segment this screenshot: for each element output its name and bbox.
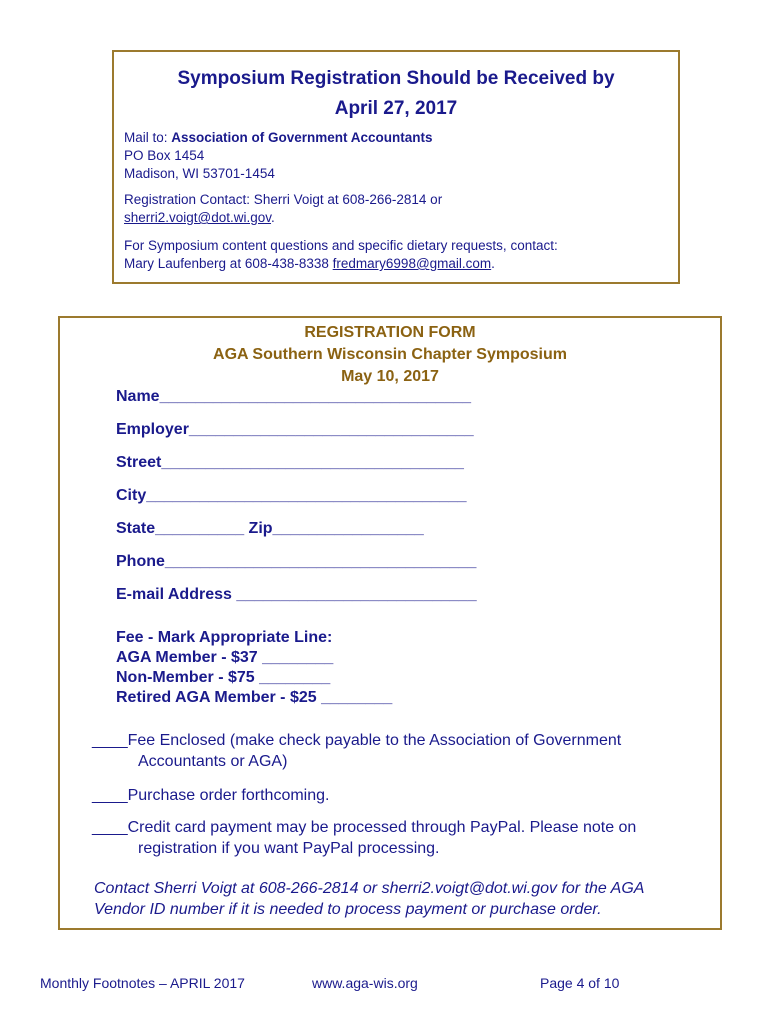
registration-form [58,316,722,930]
deadline-date: April 27, 2017 [334,98,458,119]
phone-field[interactable]: Phone___________________________________ [116,553,477,570]
fee-nonmember-line[interactable]: Non-Member - $75 ________ [116,669,331,686]
option-fee-enclosed[interactable] [92,730,700,772]
deadline-box [112,50,680,284]
credit-card-line1: ____Credit card payment may be processed through PayPal. Please note on [92,819,637,836]
email-field[interactable]: E-mail Address ___________________________ [116,586,477,603]
content-contact [124,237,668,273]
po-box: PO Box 1454 [124,148,205,163]
contact-text: Registration Contact: Sherri Voigt at 608-266-2814 or [124,192,443,207]
footer-page-number: Page 4 of 10 [540,975,620,991]
option-credit-card[interactable] [92,817,700,859]
mail-org: Association of Government Accountants [171,130,433,145]
street-field[interactable]: Street__________________________________ [116,454,464,471]
content-end: . [491,256,495,271]
fee-heading: Fee - Mark Appropriate Line: [116,629,333,646]
content-email-link[interactable]: fredmary6998@gmail.com [332,256,492,271]
mail-prefix: Mail to: [124,130,172,145]
fee-retired-line[interactable]: Retired AGA Member - $25 ________ [116,689,393,706]
content-text: For Symposium content questions and specific dietary requests, contact: [124,238,558,253]
contact-end: . [271,210,275,225]
footer-website: www.aga-wis.org [312,975,418,991]
mailing-address [124,129,668,183]
credit-card-line2: registration if you want PayPal processing. [138,840,440,857]
contact-email-link[interactable]: sherri2.voigt@dot.wi.gov [124,210,272,225]
city-field[interactable]: City____________________________________ [116,487,467,504]
deadline-title: Symposium Registration Should be Received by [177,68,615,89]
form-event-name: AGA Southern Wisconsin Chapter Symposium [213,346,567,363]
employer-field[interactable]: Employer________________________________ [116,421,474,438]
name-field[interactable]: Name___________________________________ [116,388,472,405]
fee-member-line[interactable]: AGA Member - $37 ________ [116,649,334,666]
purchase-order-text: ____Purchase order forthcoming. [92,787,330,804]
vendor-id-note [94,878,704,920]
option-purchase-order[interactable] [92,785,700,806]
note-line2: Vendor ID number if it is needed to process payment or purchase order. [94,901,602,918]
content-text2: Mary Laufenberg at 608-438-8338 [124,256,333,271]
city-line: Madison, WI 53701-1454 [124,166,275,181]
footer-publication: Monthly Footnotes – APRIL 2017 [40,975,245,991]
form-heading: REGISTRATION FORM [304,324,476,341]
state-zip-field[interactable]: State__________ Zip_________________ [116,520,424,537]
registration-contact [124,191,668,227]
note-line1: Contact Sherri Voigt at 608-266-2814 or sherri2.voigt@dot.wi.gov for the AGA [94,880,645,897]
fee-enclosed-line1: ____Fee Enclosed (make check payable to the Association of Government [92,732,622,749]
fee-enclosed-line2: Accountants or AGA) [138,753,288,770]
form-event-date: May 10, 2017 [341,368,439,385]
